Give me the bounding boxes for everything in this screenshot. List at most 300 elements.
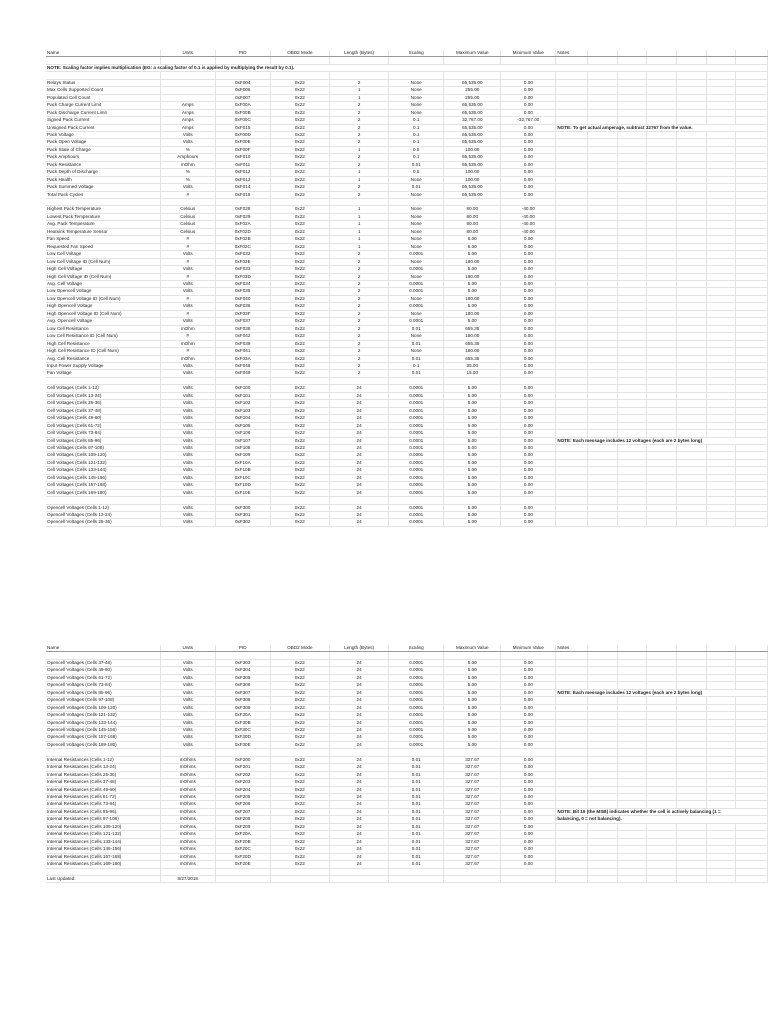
empty-cell [588,519,618,526]
empty-cell [588,146,618,153]
empty-cell [647,801,677,808]
scaling-cell: 0.01 [389,831,444,838]
notes-cell [556,266,588,273]
min-value-cell: 0.00 [501,176,556,183]
pid-cell: 0xF107 [215,437,270,444]
notes-cell [556,861,588,868]
max-value-cell: 327.67 [444,831,501,838]
length-cell: 2 [329,131,388,138]
min-value-cell: 0.00 [501,161,556,168]
units-cell: Volts [160,318,215,325]
empty-cell [588,228,618,235]
empty-cell [706,741,736,748]
empty-cell [270,876,329,883]
table-row [46,467,768,474]
max-value-cell: 255.00 [444,94,501,101]
max-value-cell: 5.00 [444,659,501,666]
name-cell: Fan Speed [46,236,160,243]
min-value-cell: 0.00 [501,146,556,153]
empty-cell [706,467,736,474]
pid-cell: 0xF20A [215,831,270,838]
obd2-mode-cell: 0x22 [270,124,329,131]
scaling-cell: 0.0001 [389,474,444,481]
empty-cell [588,385,618,392]
blank-row [46,497,768,504]
empty-cell [329,199,388,206]
table-row [46,236,768,243]
empty-cell [617,139,647,146]
empty-cell [444,57,501,64]
empty-cell [647,659,677,666]
min-value-cell: 0.00 [501,109,556,116]
empty-cell [736,734,768,741]
empty-cell [617,288,647,295]
units-cell: mOhm [160,355,215,362]
table-row [46,519,768,526]
empty-cell [588,184,618,191]
min-value-cell: 0.00 [501,801,556,808]
scaling-cell: 0.0001 [389,689,444,696]
empty-cell [676,741,706,748]
notes-cell [556,94,588,101]
pid-cell: 0xF105 [215,422,270,429]
pid-cell: 0xF02C [215,243,270,250]
pid-cell: 0xF108 [215,444,270,451]
notes-cell [556,325,588,332]
empty-cell [647,303,677,310]
spreadsheet-page-2 [46,645,768,883]
empty-cell [647,697,677,704]
empty-cell [706,482,736,489]
max-value-cell: 327.67 [444,801,501,808]
empty-cell [647,191,677,198]
empty-cell [706,719,736,726]
empty-cell [706,652,736,659]
empty-cell [706,726,736,733]
units-cell: Volts [160,452,215,459]
empty-cell [736,161,768,168]
empty-cell [676,169,706,176]
min-value-cell: 0.00 [501,659,556,666]
obd2-mode-cell: 0x22 [270,512,329,519]
length-cell: 2 [329,288,388,295]
empty-cell [588,831,618,838]
length-cell: 24 [329,407,388,414]
scaling-cell: 0.0001 [389,415,444,422]
empty-cell [215,749,270,756]
empty-cell [617,444,647,451]
empty-cell [736,281,768,288]
units-cell: # [160,273,215,280]
min-value-cell: 0.00 [501,823,556,830]
empty-cell [588,719,618,726]
empty-cell [736,794,768,801]
min-value-cell: 0.00 [501,385,556,392]
empty-cell [588,281,618,288]
empty-cell [617,704,647,711]
empty-cell [588,734,618,741]
empty-cell [647,838,677,845]
length-cell: 2 [329,124,388,131]
max-value-cell: 327.67 [444,853,501,860]
obd2-mode-cell: 0x22 [270,273,329,280]
empty-cell [706,645,736,652]
empty-cell [647,415,677,422]
scaling-cell: 0.5 [389,146,444,153]
notes-cell [556,273,588,280]
empty-cell [706,392,736,399]
obd2-mode-cell: 0x22 [270,191,329,198]
empty-cell [736,697,768,704]
name-cell: Cell Voltages (Cells 157-168) [46,482,160,489]
max-value-cell: 5.00 [444,422,501,429]
scaling-cell: None [389,79,444,86]
empty-cell [736,764,768,771]
length-cell: 24 [329,444,388,451]
max-value-cell: 65,535.00 [444,154,501,161]
obd2-mode-cell: 0x22 [270,154,329,161]
length-cell: 24 [329,801,388,808]
scaling-cell: 0.0001 [389,430,444,437]
pid-cell: 0xF03D [215,273,270,280]
max-value-cell: 327.67 [444,779,501,786]
units-cell: Volts [160,467,215,474]
empty-cell [617,400,647,407]
name-cell: High Cell Voltage ID (Cell Num) [46,273,160,280]
empty-cell [736,228,768,235]
empty-cell [617,779,647,786]
name-cell: Internal Resistances (Cells 49-60) [46,786,160,793]
table-row [46,169,768,176]
notes-cell [556,236,588,243]
empty-cell [676,786,706,793]
empty-cell [647,79,677,86]
min-value-cell: 0.00 [501,519,556,526]
empty-cell [160,868,215,875]
scaling-cell: 0.0001 [389,504,444,511]
min-value-cell: 0.00 [501,712,556,719]
scaling-cell: 0.01 [389,853,444,860]
empty-cell [676,868,706,875]
empty-cell [736,392,768,399]
pid-cell: 0xF306 [215,682,270,689]
units-cell: % [160,169,215,176]
notes-cell [556,712,588,719]
empty-cell [588,726,618,733]
scaling-cell: 0.0001 [389,422,444,429]
blank-row [46,377,768,384]
length-cell: 24 [329,808,388,815]
empty-cell [329,497,388,504]
table-row [46,823,768,830]
min-value-cell: 0.00 [501,340,556,347]
empty-cell [46,749,160,756]
scaling-cell: 0.0001 [389,659,444,666]
empty-cell [617,303,647,310]
length-cell: 2 [329,281,388,288]
max-value-cell: 180.00 [444,295,501,302]
empty-cell [588,459,618,466]
units-cell: Volts [160,392,215,399]
min-value-cell: 0.00 [501,94,556,101]
units-cell: Celsius [160,213,215,220]
pid-cell: 0xF010 [215,154,270,161]
empty-cell [588,794,618,801]
units-cell: mOhms [160,808,215,815]
max-value-cell: 327.67 [444,786,501,793]
length-cell: 24 [329,437,388,444]
empty-cell [647,377,677,384]
empty-cell [676,645,706,652]
empty-cell [736,191,768,198]
empty-cell [736,823,768,830]
min-value-cell: 0.00 [501,79,556,86]
empty-cell [588,377,618,384]
empty-cell [647,139,677,146]
table-row [46,712,768,719]
name-cell: Internal Resistances (Cells 169-180) [46,861,160,868]
min-value-cell: 0.00 [501,295,556,302]
pid-cell: 0xF040 [215,295,270,302]
name-cell: Opencell Voltages (Cells 1-12) [46,504,160,511]
notes-cell: NOTE: To get actual amperage, subtract 32767 from the value. [556,124,768,131]
empty-cell [676,853,706,860]
empty-cell [736,667,768,674]
length-cell: 2 [329,266,388,273]
empty-cell [556,868,588,875]
max-value-cell: 5.00 [444,444,501,451]
scaling-cell: None [389,191,444,198]
table-row [46,704,768,711]
empty-cell [588,764,618,771]
pid-cell: 0xF018 [215,191,270,198]
length-cell: 1 [329,87,388,94]
table-row [46,325,768,332]
empty-cell [736,310,768,317]
empty-cell [270,652,329,659]
empty-cell [556,57,588,64]
notes-cell [556,79,588,86]
name-cell: Cell Voltages (Cells 61-72) [46,422,160,429]
empty-cell [617,169,647,176]
empty-cell [736,199,768,206]
length-cell: 24 [329,519,388,526]
max-value-cell: 5.00 [444,489,501,496]
scaling-cell: 0.0001 [389,674,444,681]
empty-cell [647,823,677,830]
last-updated-row [46,876,768,883]
empty-cell [588,823,618,830]
column-header: Units [160,50,215,57]
min-value-cell: 0.00 [501,816,556,823]
empty-cell [736,652,768,659]
empty-cell [444,749,501,756]
empty-cell [676,243,706,250]
max-value-cell: 327.67 [444,764,501,771]
table-row [46,139,768,146]
empty-cell [647,682,677,689]
table-row [46,228,768,235]
max-value-cell: 65,535.00 [444,161,501,168]
table-row [46,79,768,86]
empty-cell [676,459,706,466]
pid-cell: 0xF201 [215,764,270,771]
pid-cell: 0xF30E [215,741,270,748]
empty-cell [588,109,618,116]
table-row [46,348,768,355]
empty-cell [706,749,736,756]
pid-cell: 0xF032 [215,251,270,258]
scaling-cell: 0.0001 [389,444,444,451]
empty-cell [588,801,618,808]
min-value-cell: 0.00 [501,831,556,838]
obd2-mode-cell: 0x22 [270,251,329,258]
spreadsheet-page-1 [46,50,768,527]
empty-cell [706,794,736,801]
empty-cell [617,876,647,883]
name-cell: High Cell Resistance [46,340,160,347]
name-cell: Low Cell Voltage [46,251,160,258]
empty-cell [647,771,677,778]
scaling-cell: 0.01 [389,756,444,763]
empty-cell [389,868,444,875]
units-cell: % [160,176,215,183]
empty-cell [444,199,501,206]
units-cell: mOhms [160,831,215,838]
length-cell: 2 [329,355,388,362]
empty-cell [676,726,706,733]
max-value-cell: 32,767.00 [444,117,501,124]
empty-cell [647,712,677,719]
min-value-cell: 0.00 [501,719,556,726]
empty-cell [501,199,556,206]
length-cell: 2 [329,139,388,146]
pid-cell: 0xF033 [215,266,270,273]
table-row [46,176,768,183]
obd2-mode-cell: 0x22 [270,704,329,711]
empty-cell [736,169,768,176]
units-cell: mOhms [160,823,215,830]
empty-cell [647,109,677,116]
empty-cell [676,400,706,407]
empty-cell [706,333,736,340]
min-value-cell: 0.00 [501,303,556,310]
scaling-cell: 0.0001 [389,452,444,459]
obd2-mode-cell: 0x22 [270,236,329,243]
length-cell: 24 [329,764,388,771]
units-cell: # [160,310,215,317]
column-header: Scaling [389,50,444,57]
notes-cell [556,764,588,771]
max-value-cell: 5.00 [444,741,501,748]
scaling-cell: 0.01 [389,838,444,845]
empty-cell [706,868,736,875]
empty-cell [706,273,736,280]
min-value-cell: 0.00 [501,846,556,853]
empty-cell [736,146,768,153]
empty-cell [160,497,215,504]
length-cell: 24 [329,400,388,407]
table-row [46,430,768,437]
empty-cell [444,652,501,659]
empty-cell [736,861,768,868]
pid-cell: 0xF10D [215,482,270,489]
name-cell: Cell Voltages (Cells 121-132) [46,459,160,466]
obd2-mode-cell: 0x22 [270,281,329,288]
empty-cell [736,407,768,414]
scaling-cell: 0.0001 [389,734,444,741]
empty-cell [647,370,677,377]
notes-cell [556,786,588,793]
empty-cell [706,704,736,711]
empty-cell [736,243,768,250]
empty-cell [676,176,706,183]
empty-cell [706,801,736,808]
empty-cell [588,430,618,437]
scaling-cell: 0.1 [389,139,444,146]
units-cell: Volts [160,362,215,369]
empty-cell [46,868,160,875]
empty-cell [736,704,768,711]
empty-cell [588,422,618,429]
min-value-cell: 0.00 [501,771,556,778]
obd2-mode-cell: 0x22 [270,362,329,369]
min-value-cell: -40.00 [501,228,556,235]
empty-cell [556,199,588,206]
max-value-cell: 5.00 [444,512,501,519]
empty-cell [706,154,736,161]
name-cell: Input Power Supply Voltage [46,362,160,369]
empty-cell [736,719,768,726]
table-row [46,697,768,704]
table-row [46,741,768,748]
min-value-cell: 0.00 [501,191,556,198]
empty-cell [588,489,618,496]
min-value-cell: 0.00 [501,422,556,429]
max-value-cell: 65,535.00 [444,191,501,198]
empty-cell [676,444,706,451]
empty-cell [736,831,768,838]
empty-cell [617,659,647,666]
scaling-cell: 0.01 [389,370,444,377]
units-cell: Amps [160,109,215,116]
units-cell: % [160,146,215,153]
empty-cell [736,801,768,808]
empty-cell [706,734,736,741]
empty-cell [736,430,768,437]
length-cell: 24 [329,704,388,711]
empty-cell [647,444,677,451]
name-cell: Cell Voltages (Cells 1-12) [46,385,160,392]
empty-cell [588,704,618,711]
name-cell: Internal Resistances (Cells 13-24) [46,764,160,771]
empty-cell [647,385,677,392]
obd2-mode-cell: 0x22 [270,734,329,741]
empty-cell [329,652,388,659]
obd2-mode-cell: 0x22 [270,452,329,459]
length-cell: 1 [329,176,388,183]
empty-cell [501,57,556,64]
obd2-mode-cell: 0x22 [270,838,329,845]
min-value-cell: 0.00 [501,325,556,332]
max-value-cell: 5.00 [444,719,501,726]
empty-cell [588,131,618,138]
name-cell: Heatsink Temperature Sensor [46,228,160,235]
obd2-mode-cell: 0x22 [270,94,329,101]
header-row [46,645,768,652]
notes-cell [556,838,588,845]
empty-cell [270,377,329,384]
